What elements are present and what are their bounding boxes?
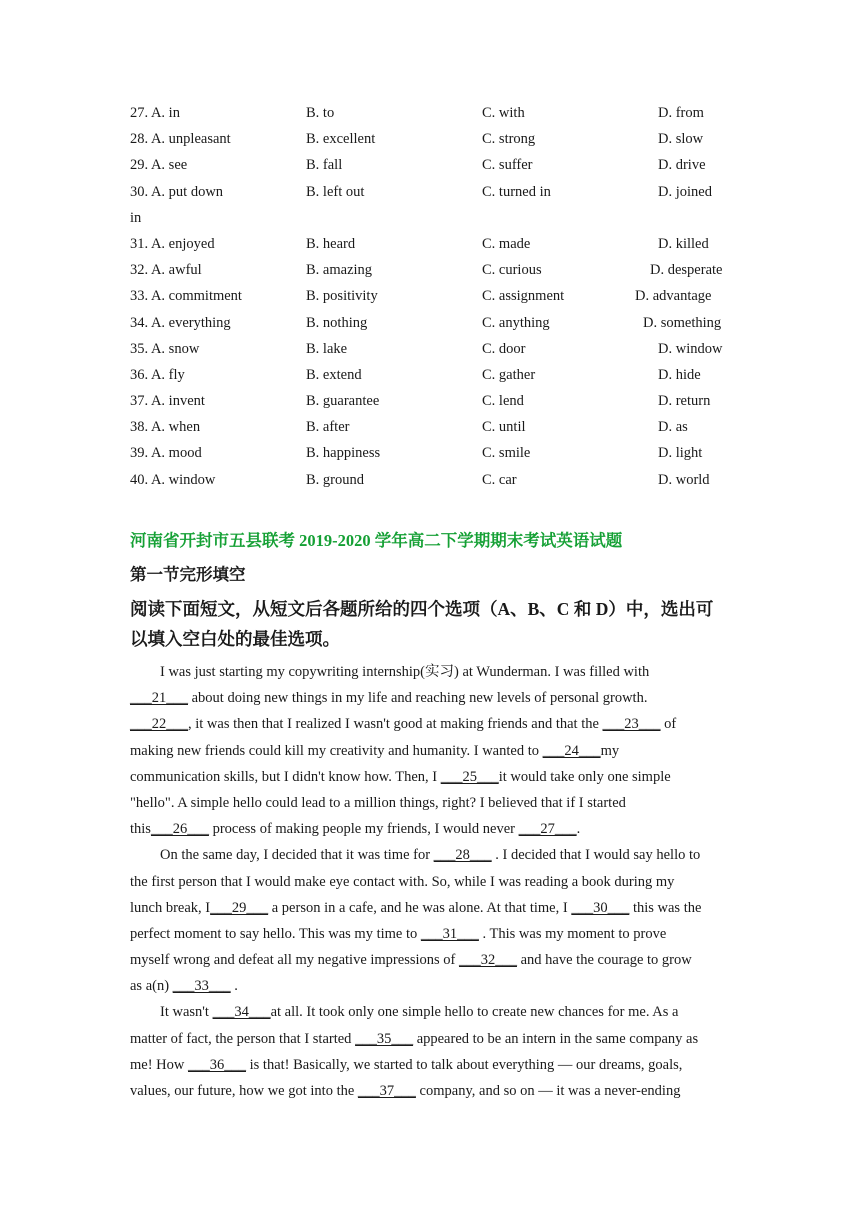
option-c: C. door [482, 340, 526, 357]
passage-line [130, 844, 730, 870]
text: this [130, 821, 151, 838]
option-b: B. fall [306, 157, 343, 174]
option-row [130, 182, 730, 208]
option-row [130, 129, 730, 155]
passage-line [130, 713, 730, 739]
text: On the same day, I decided that it was time for [160, 847, 434, 864]
option-c: C. assignment [482, 288, 565, 305]
text: matter of fact, the person that I started [130, 1030, 356, 1047]
option-d: D. drive [658, 157, 706, 174]
option-a: 36. A. fly [130, 366, 185, 383]
text: about doing new things in my life and reaching new levels of personal growth. [188, 690, 648, 707]
blank: ___26___ [150, 821, 209, 838]
option-d: D. killed [658, 235, 709, 252]
option-b: B. excellent [306, 131, 376, 148]
text: process of making people my friends, I would never [208, 821, 519, 838]
option-a: 35. A. snow [130, 340, 200, 357]
exam-title: 河南省开封市五县联考 2019-2020 学年高二下学期期末考试英语试题 [130, 531, 623, 550]
option-d: D. desperate [650, 262, 723, 279]
passage-line [130, 897, 730, 923]
text: perfect moment to say hello. This was my time to [130, 925, 421, 942]
passage-line: the first person that I would make eye contact with. So, while I was reading a book during my [130, 873, 675, 890]
blank: ___23___ [602, 716, 661, 733]
option-row [130, 365, 730, 391]
blank: ___29___ [210, 899, 269, 916]
passage-line: "hello". A simple hello could lead to a million things, right? I believed that if I started [130, 794, 626, 811]
option-a: 39. A. mood [130, 445, 202, 462]
option-wrap-text: in [130, 209, 142, 226]
text: . This was my moment to prove [478, 925, 667, 942]
option-b: B. nothing [306, 314, 368, 331]
passage-line [130, 687, 730, 713]
text: making new friends could kill my creativity and humanity. I wanted to [130, 742, 543, 759]
option-row [130, 155, 730, 181]
text: is that! Basically, we started to talk about everything — our dreams, goals, [246, 1056, 683, 1073]
passage [130, 661, 730, 1106]
option-a: 28. A. unpleasant [130, 131, 231, 148]
blank: ___35___ [355, 1030, 414, 1047]
options-table [130, 103, 730, 496]
option-d: D. window [658, 340, 723, 357]
passage-line [130, 818, 730, 844]
text: me! How [130, 1056, 188, 1073]
blank: ___28___ [433, 847, 492, 864]
option-c: C. strong [482, 131, 536, 148]
option-a: 34. A. everything [130, 314, 231, 331]
option-c: C. suffer [482, 157, 533, 174]
text: , it was then that I realized I wasn't good at making friends and that the [188, 716, 603, 733]
option-a: 32. A. awful [130, 262, 202, 279]
option-a: 29. A. see [130, 157, 188, 174]
text: as a(n) [130, 978, 173, 995]
blank: ___34___ [212, 1004, 271, 1021]
option-b: B. after [306, 419, 350, 436]
text: values, our future, how we got into the [130, 1083, 358, 1099]
option-a: 30. A. put down [130, 183, 224, 200]
blank: ___25___ [440, 768, 499, 785]
text: this was the [629, 899, 702, 916]
option-c: C. anything [482, 314, 550, 331]
option-d: D. something [643, 314, 722, 331]
text: it would take only one simple [498, 768, 671, 785]
passage-line: I was just starting my copywriting internship(实习) at Wunderman. I was filled with [160, 664, 650, 680]
option-row [130, 417, 730, 443]
option-b: B. amazing [306, 262, 373, 279]
option-b: B. to [306, 105, 335, 121]
option-row [130, 260, 730, 286]
blank: ___31___ [420, 925, 479, 942]
option-a: 38. A. when [130, 419, 201, 436]
text: . [230, 978, 238, 995]
option-row [130, 286, 730, 312]
blank: ___37___ [357, 1083, 416, 1099]
option-d: D. as [658, 419, 688, 436]
blank: ___33___ [172, 978, 231, 995]
option-a: 37. A. invent [130, 393, 205, 410]
option-row [130, 470, 730, 496]
passage-line [130, 1080, 730, 1106]
blank: ___36___ [188, 1056, 246, 1073]
option-d: D. return [658, 393, 711, 410]
passage-line [130, 949, 730, 975]
instructions: 阅读下面短文，从短文后各题所给的四个选项（A、B、C 和 D）中，选出可以填入空白处的最佳选项。 [130, 599, 714, 649]
text: appeared to be an intern in the same company as [413, 1030, 699, 1047]
blank: ___30___ [571, 899, 630, 916]
passage-line [130, 1054, 730, 1080]
option-d: D. slow [658, 131, 704, 148]
option-row [130, 313, 730, 339]
option-c: C. turned in [482, 183, 551, 200]
option-a: 40. A. window [130, 471, 216, 488]
option-b: B. lake [306, 340, 348, 357]
option-d: D. from [658, 105, 704, 121]
option-a: 31. A. enjoyed [130, 235, 215, 252]
option-d: D. light [658, 445, 703, 462]
text: communication skills, but I didn't know how. Then, I [130, 768, 441, 785]
option-c: C. lend [482, 393, 524, 410]
blank: ___32___ [458, 952, 517, 969]
option-d: D. hide [658, 366, 701, 383]
blank: ___22___ [130, 716, 188, 733]
option-c: C. car [482, 471, 517, 488]
passage-line [130, 975, 730, 1001]
blank: ___24___ [542, 742, 601, 759]
text: . [576, 821, 581, 838]
option-c: C. curious [482, 262, 542, 279]
option-c: C. with [482, 105, 525, 121]
option-row [130, 103, 730, 129]
text: company, and so on — it was a never-ending [415, 1083, 681, 1099]
option-c: C. smile [482, 445, 531, 462]
text: It wasn't [160, 1004, 213, 1021]
passage-line [130, 923, 730, 949]
option-row [130, 391, 730, 417]
option-row [130, 443, 730, 469]
text: and have the courage to grow [516, 952, 692, 969]
option-a: 27. A. in [130, 105, 180, 121]
option-b: B. positivity [306, 288, 378, 305]
text: myself wrong and defeat all my negative impressions of [130, 952, 459, 969]
option-c: C. gather [482, 366, 536, 383]
text: my [600, 742, 620, 759]
option-b: B. ground [306, 471, 364, 488]
option-b: B. left out [306, 183, 365, 200]
passage-line [130, 1028, 730, 1054]
passage-line [130, 740, 730, 766]
text: lunch break, I [130, 899, 211, 916]
option-b: B. happiness [306, 445, 381, 462]
option-b: B. extend [306, 366, 362, 383]
text: at all. It took only one simple hello to create new chances for me. As a [270, 1004, 679, 1021]
option-b: B. heard [306, 235, 356, 252]
blank: ___21___ [130, 690, 188, 707]
text: a person in a cafe, and he was alone. At that time, I [268, 899, 572, 916]
option-c: C. made [482, 235, 531, 252]
blank: ___27___ [518, 821, 577, 838]
option-b: B. guarantee [306, 393, 380, 410]
passage-line [130, 766, 730, 792]
option-c: C. until [482, 419, 526, 436]
option-d: D. joined [658, 183, 712, 200]
option-row [130, 234, 730, 260]
passage-line [130, 1001, 730, 1027]
option-d: D. world [658, 471, 710, 488]
text: . I decided that I would say hello to [491, 847, 701, 864]
option-row [130, 339, 730, 365]
text: of [660, 716, 677, 733]
section-heading: 第一节完形填空 [130, 565, 246, 584]
option-a: 33. A. commitment [130, 288, 242, 305]
option-d: D. advantage [635, 288, 712, 305]
